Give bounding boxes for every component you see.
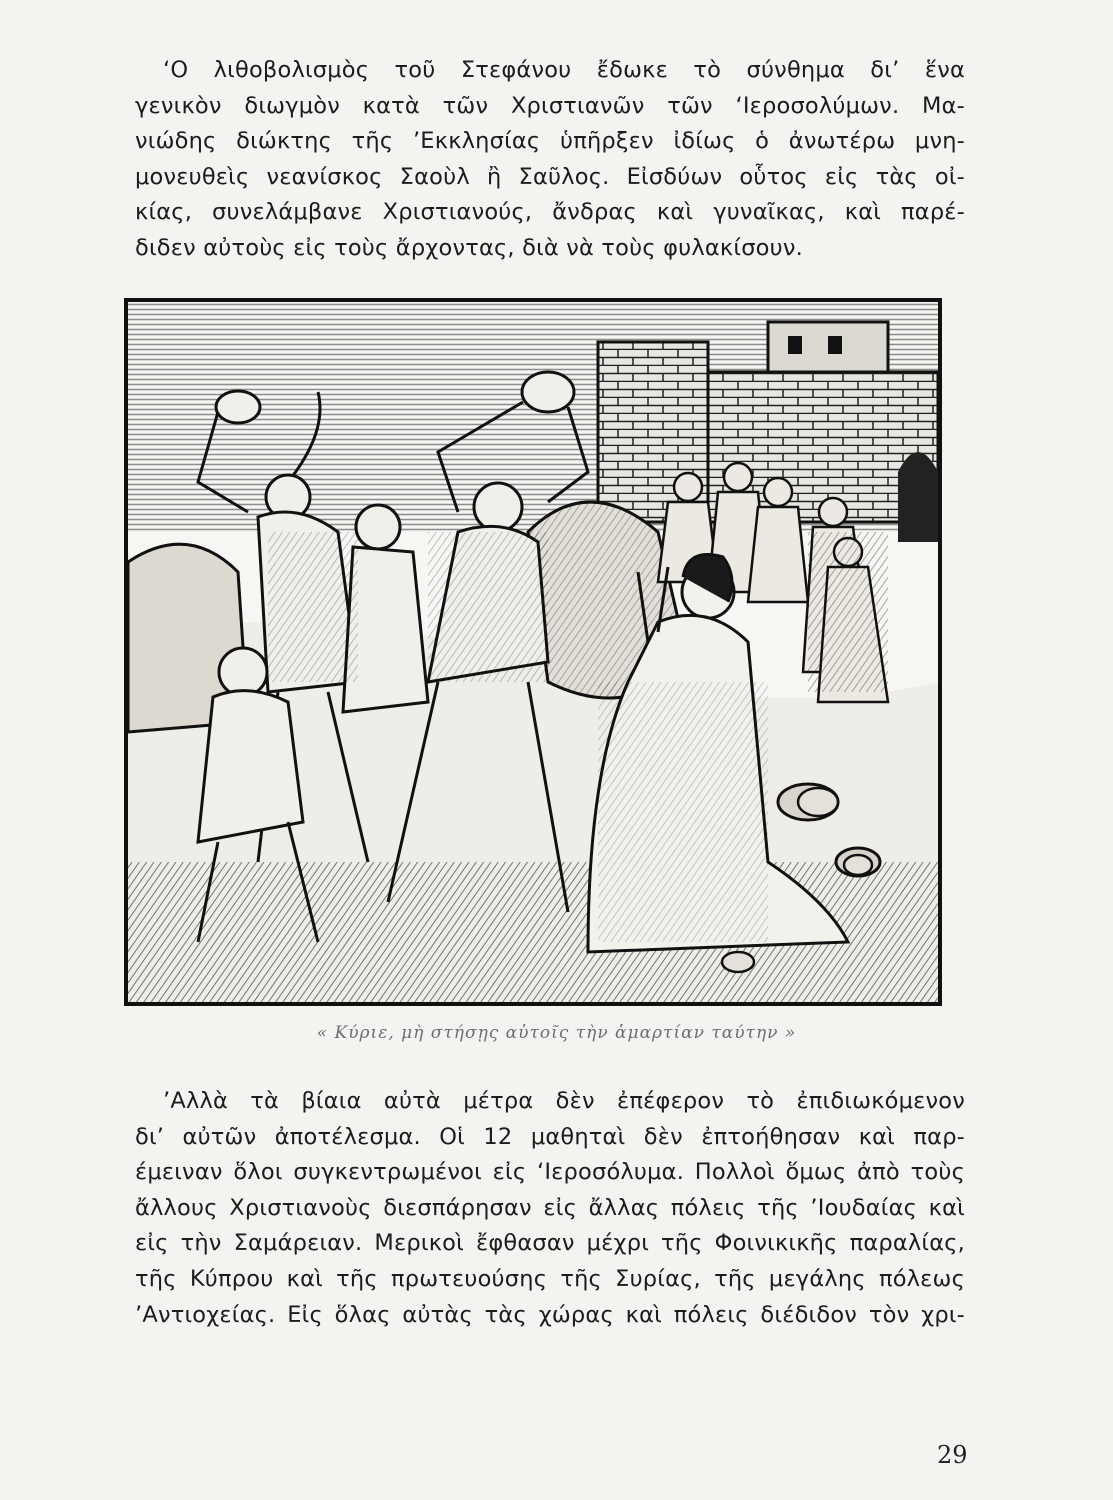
text-line: κίας, συνελάμβανε Χριστιανούς, ἄνδρας καὶ γυναῖκας, καὶ παρέ- [135,199,965,226]
text-line: ’Αντιοχείας. Εἰς ὅλας αὐτὰς τὰς χώρας καὶ πόλεις διέδιδον τὸν χρι- [135,1301,965,1328]
text-line: εἰς τὴν Σαμάρειαν. Μερικοὶ ἔφθασαν μέχρι τῆς Φοινικικῆς παραλίας, [135,1230,965,1257]
illustration-woodcut [124,298,942,1006]
text-line: ‘Ο λιθοβολισμὸς τοῦ Στεφάνου ἔδωκε τὸ σύνθημα δι’ ἕνα [163,57,965,83]
text-line: νιώδης διώκτης τῆς ’Εκκλησίας ὑπῆρξεν ἰδίως ὁ ἀνωτέρω μνη- [135,128,965,155]
page-number: 29 [937,1441,968,1469]
paragraph-top [135,53,965,267]
text-line: δι’ αὐτῶν ἀποτέλεσμα. Οἱ 12 μαθηταὶ δὲν ἐπτοήθησαν καὶ παρ- [135,1123,965,1150]
text-line: διδεν αὐτοὺς εἰς τοὺς ἄρχοντας, διὰ νὰ τοὺς φυλακίσουν. [135,234,803,261]
text-line: μονευθεὶς νεανίσκος Σαοὺλ ἢ Σαῦλος. Εἰσδύων οὗτος εἰς τὰς οἰ- [135,163,965,190]
text-line: τῆς Κύπρου καὶ τῆς πρωτευούσης τῆς Συρίας, τῆς μεγάλης πόλεως [135,1265,965,1292]
text-line: έμειναν ὅλοι συγκεντρωμένοι εἰς ‘Ιεροσόλυμα. Πολλοὶ ὅμως ἀπὸ τοὺς [135,1159,965,1186]
figure-caption: « Κύριε, μὴ στήσῃς αὐτοῖς τὴν ἁμαρτίαν ταύτην » [316,1023,797,1043]
text-line: ἄλλους Χριστιανοὺς διεσπάρησαν εἰς ἄλλας πόλεις τῆς ’Ιουδαίας καὶ [135,1194,965,1221]
woodcut-drawing [128,302,938,1002]
text-line: γενικὸν διωγμὸν κατὰ τῶν Χριστιανῶν τῶν ‘Ιεροσολύμων. Μα- [135,92,965,119]
paragraph-bottom [135,1084,965,1333]
text-line: ’Αλλὰ τὰ βίαια αὐτὰ μέτρα δὲν ἐπέφερον τὸ ἐπιδιωκόμενον [163,1088,965,1114]
